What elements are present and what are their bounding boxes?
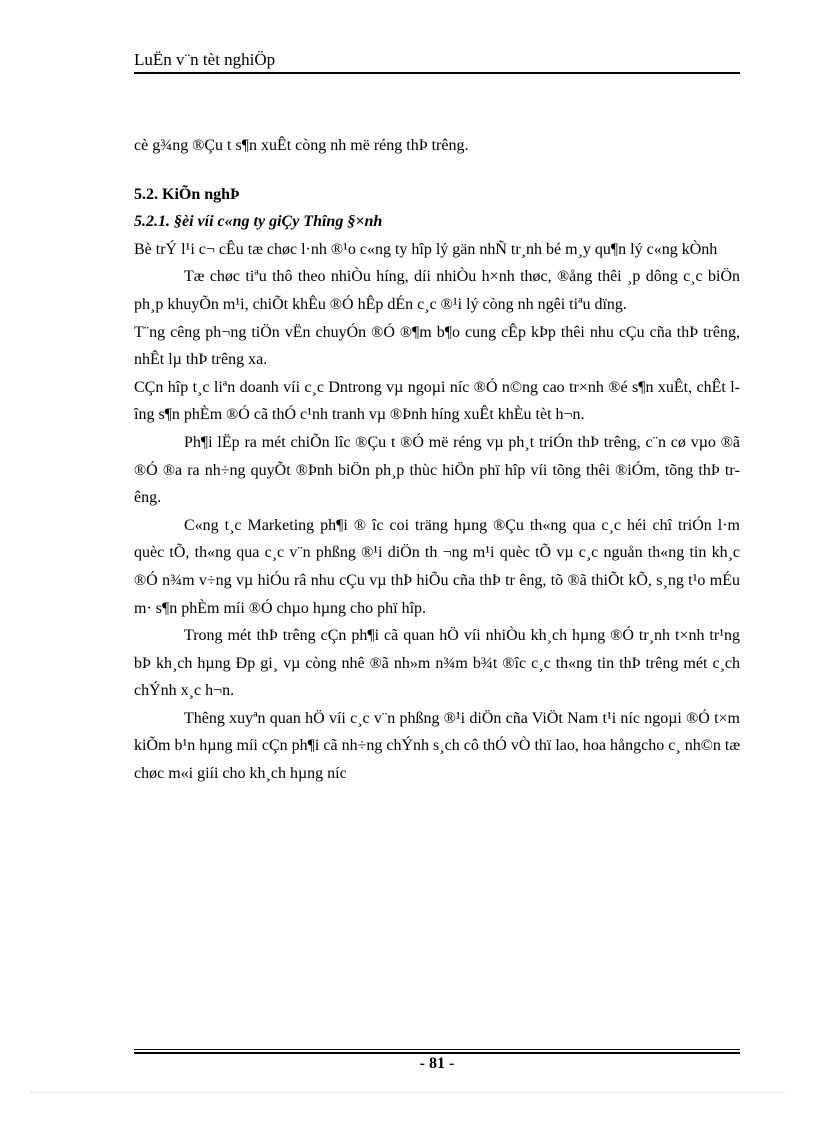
page-body: [134, 132, 740, 788]
paragraph-2: Tæ chøc tiªu thô theo nhiÒu híng, díi nhiÒu h×nh thøc, ®ång thêi ¸p dông c¸c biÖn ph¸p khuyÕn m¹i, chiÕt khÊu ®Ó hÊp dÉn c¸c ®¹i lý còng nh ngêi tiªu dïng.: [134, 268, 740, 313]
subsection-heading: 5.2.1. §èi víi c«ng ty giÇy Thîng §×nh: [134, 213, 383, 231]
footer-rule-thin: [134, 1049, 740, 1050]
paragraph-4: CÇn hîp t¸c liªn doanh víi c¸c Dntrong vµ ngoµi níc ®Ó n©ng cao tr×nh ®é s¶n xuÊt, chÊt lîng s¶n phÈm ®Ó cã thÓ c¹nh tranh vµ ®Þnh híng xuÊt khÈu tèt h¬n.: [134, 378, 740, 424]
running-header: LuËn v¨n tèt nghiÖp: [134, 50, 276, 69]
paragraph-0: cè g¾ng ®Çu t s¶n xuÊt còng nh më réng thÞ trêng.: [134, 137, 469, 154]
footer-rule-thick: [134, 1052, 740, 1054]
paragraph-3: T¨ng cêng ph¬ng tiÖn vËn chuyÓn ®Ó ®¶m b¶o cung cÊp kÞp thêi nhu cÇu cña thÞ trêng, nhÊt lµ thÞ trêng xa.: [134, 323, 740, 369]
page-boundary-line: [30, 1092, 786, 1093]
page-number: - 81 -: [419, 1055, 455, 1072]
paragraph-8: Thêng xuyªn quan hÖ víi c¸c v¨n phßng ®¹i diÖn cña ViÖt Nam t¹i níc ngoµi ®Ó t×m kiÕm b¹n hµng míi cÇn ph¶i cã nh÷ng chÝnh s¸ch cô thÓ vÒ thï lao, hoa hångcho c¸ nh©n tæ chøc m«i giíi cho kh¸ch hµng níc: [134, 709, 740, 783]
paragraph-6: C«ng t¸c Marketing ph¶i ® îc coi träng hµng ®Çu th«ng qua c¸c héi chî triÓn l·m quèc tÕ, th«ng qua c¸c v¨n phßng ®¹i diÖn th ¬ng m¹i quèc tÕ vµ c¸c nguån th«ng tin kh¸c ®Ó n¾m v÷ng vµ hiÓu râ nhu cÇu vµ thÞ hiÕu cña thÞ tr êng, tõ ®ã thiÕt kÕ, s¸ng t¹o mÉu m· s¶n phÈm míi ®Ó chµo hµng cho phï hîp.: [134, 516, 740, 617]
header-rule: [134, 72, 740, 74]
paragraph-7: Trong mét thÞ trêng cÇn ph¶i cã quan hÖ víi nhiÒu kh¸ch hµng ®Ó tr¸nh t×nh tr¹ng bÞ kh¸ch hµng Ðp gi¸ vµ còng nhê ®ã nh»m n¾m b¾t ®îc c¸c th«ng tin thÞ trêng mét c¸ch chÝnh x¸c h¬n.: [134, 627, 740, 700]
paragraph-1: Bè trÝ l¹i c¬ cÊu tæ chøc l·nh ®¹o c«ng ty hîp lý gän nhÑ tr¸nh bé m¸y qu¶n lý c«ng kÒnh: [134, 240, 718, 258]
paragraph-5: Ph¶i lËp ra mét chiÕn lîc ®Çu t ®Ó më réng vµ ph¸t triÓn thÞ trêng, c¨n cø vµo ®ã ®Ó ®a ra nh÷ng quyÕt ®Þnh biÖn ph¸p thùc hiÖn phï hîp víi tõng thêi ®iÓm, tõng thÞ trêng.: [134, 433, 740, 507]
section-heading: 5.2. KiÕn nghÞ: [134, 185, 240, 203]
